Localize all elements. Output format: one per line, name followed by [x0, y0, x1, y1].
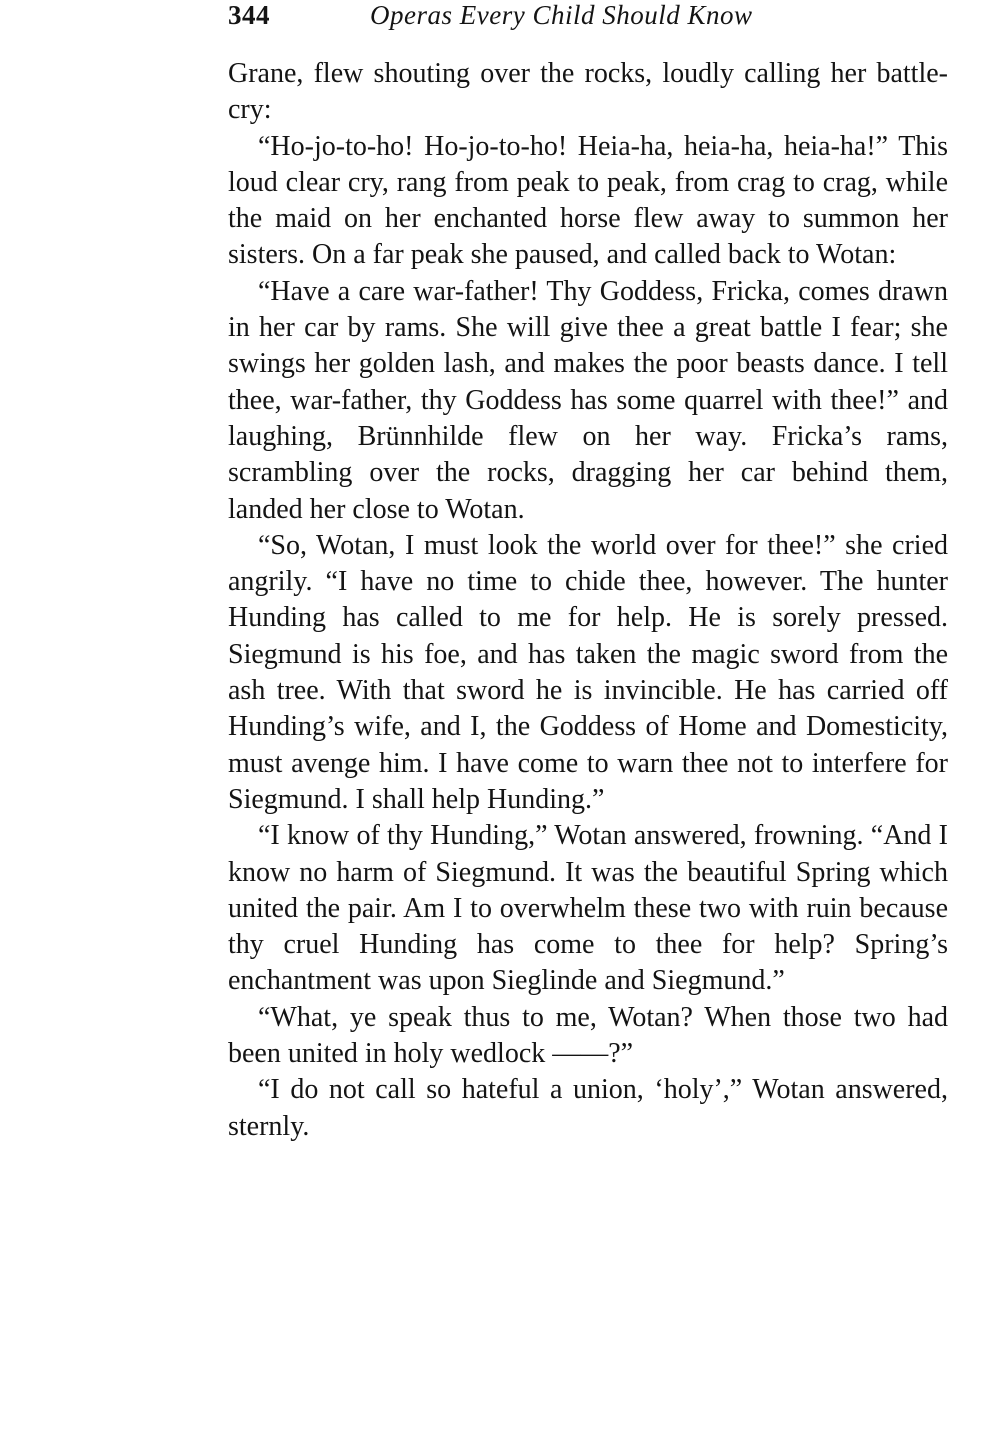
page-number: 344 [228, 0, 270, 30]
paragraph-3: “Have a care war-father! Thy Goddess, Fricka, comes drawn in her car by rams. She will give thee a great battle I fear; she swings her golden lash, and makes the poor beasts dance. I tell thee, war-father, thy Goddess has some quarrel with thee!” and laughing, Brünnhilde flew on her way. Fricka’s rams, scrambling over the rocks, dragging her car behind them, landed her close to Wotan. [228, 275, 948, 525]
running-head [228, 0, 948, 36]
paragraph-5: “I know of thy Hunding,” Wotan answered, frowning. “And I know no harm of Siegmund. It was the beautiful Spring which united the pair. Am I to overwhelm these two with ruin because thy cruel Hunding has come to thee for help? Spring’s enchantment was upon Sieglinde and Siegmund.” [228, 820, 948, 997]
paragraph-2: “Ho-jo-to-ho! Ho-jo-to-ho! Heia-ha, heia-ha, heia-ha!” This loud clear cry, rang from peak to peak, from crag to crag, while the maid on her enchanted horse flew away to summon her sisters. On a far peak she paused, and called back to Wotan: [228, 130, 948, 271]
running-title: Operas Every Child Should Know [370, 0, 753, 30]
paragraph-4: “So, Wotan, I must look the world over for thee!” she cried angrily. “I have no time to chide thee, however. The hunter Hunding has called to me for help. He is sorely pressed. Siegmund is his foe, and has taken the magic sword from the ash tree. With that sword he is invincible. He has carried off Hunding’s wife, and I, the Goddess of Home and Domesticity, must avenge him. I have come to warn thee not to interfere for Siegmund. I shall help Hunding.” [228, 529, 948, 815]
body-text [228, 56, 948, 1145]
paragraph-7: “I do not call so hateful a union, ‘holy’,” Wotan answered, sternly. [228, 1074, 948, 1142]
paragraph-1: Grane, flew shouting over the rocks, loudly calling her battle-cry: [228, 58, 948, 126]
paragraph-6: “What, ye speak thus to me, Wotan? When those two had been united in holy wedlock ——?” [228, 1001, 948, 1070]
